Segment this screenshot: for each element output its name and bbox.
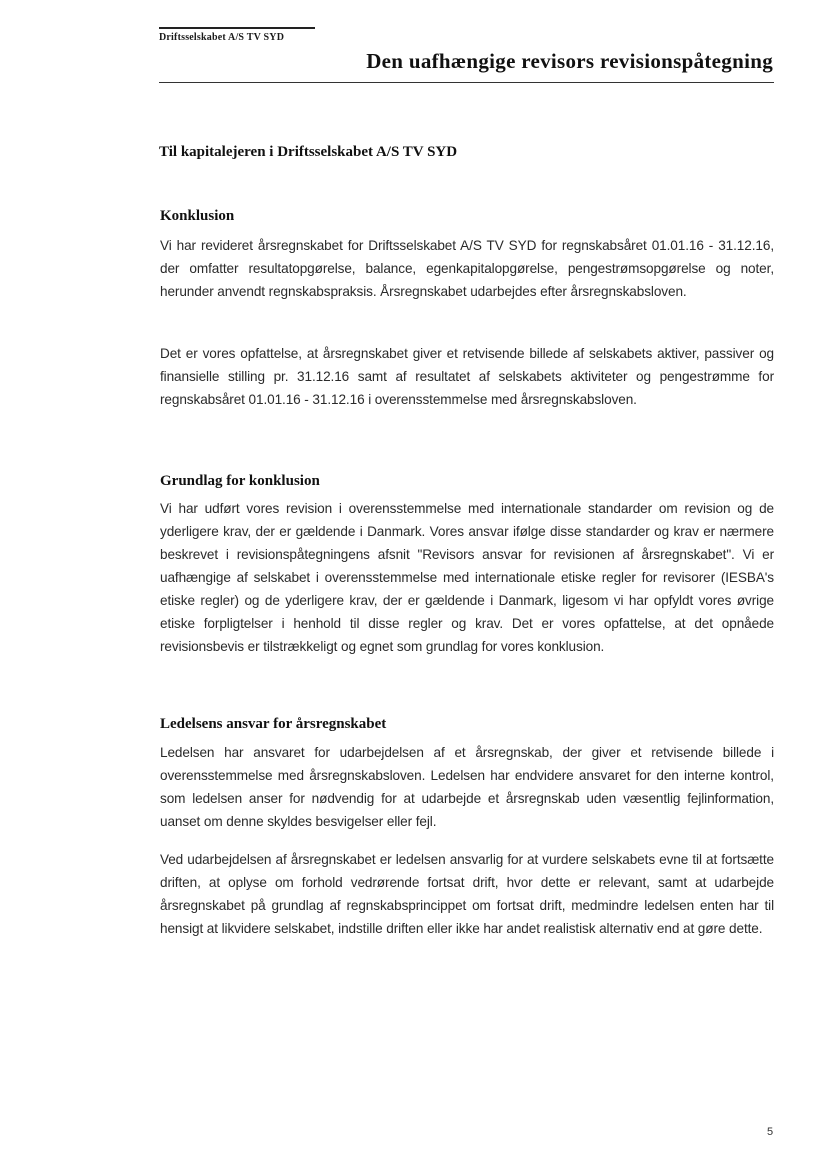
header-top-rule (159, 27, 315, 29)
page-title: Den uafhængige revisors revisionspåtegning (366, 49, 773, 73)
grundlag-paragraph-1: Vi har udført vores revision i overensstemmelse med internationale standarder om revision og de yderligere krav, der er gældende i Danmark. Vores ansvar ifølge disse standarder og krav er nærmere beskrevet i revisionspåtegningens afsnit "Revisors ansvar for revisionen af årsregnskabet". Vi er uafhængige af selskabet i overensstemmelse med internationale etiske regler for revisorer (IESBA's etiske regler) og de yderligere krav, der er gældende i Danmark, ligesom vi har opfyldt vores øvrige etiske forpligtelser i henhold til disse regler og krav. Det er vores opfattelse, at det opnåede revisionsbevis er tilstrækkeligt og egnet som grundlag for vores konklusion. (160, 501, 774, 654)
section-heading-konklusion: Konklusion (160, 208, 235, 224)
page-number: 5 (767, 1126, 774, 1138)
company-name-header: Driftsselskabet A/S TV SYD (159, 32, 285, 43)
ledelsen-paragraph-2: Ved udarbejdelsen af årsregnskabet er ledelsen ansvarlig for at vurdere selskabets evne til at fortsætte driften, at oplyse om forhold vedrørende fortsat drift, hvor dette er relevant, samt at udarbejde årsregnskabet på grundlag af regnskabsprincippet om fortsat drift, medmindre ledelsen enten har til hensigt at likvidere selskabet, indstille driften eller ikke har andet realistisk alternativ end at gøre dette. (160, 852, 774, 936)
section-heading-ledelsen: Ledelsens ansvar for årsregnskabet (160, 716, 387, 732)
konklusion-paragraph-1: Vi har revideret årsregnskabet for Driftsselskabet A/S TV SYD for regnskabsåret 01.01.16 - 31.12.16, der omfatter resultatopgørelse, balance, egenkapitalopgørelse, pengestrømsopgørelse og noter, herunder anvendt regnskabspraksis. Årsregnskabet udarbejdes efter årsregnskabsloven. (160, 238, 774, 299)
section-heading-grundlag: Grundlag for konklusion (160, 473, 320, 489)
ledelsen-paragraph-1: Ledelsen har ansvaret for udarbejdelsen af et årsregnskab, der giver et retvisende billede i overensstemmelse med årsregnskabsloven. Ledelsen har endvidere ansvaret for den interne kontrol, som ledelsen anser for nødvendig for at udarbejde et årsregnskab uden væsentlig fejlinformation, uanset om denne skyldes besvigelser eller fejl. (160, 745, 774, 829)
title-underline (159, 82, 774, 83)
addressee-heading: Til kapitalejeren i Driftsselskabet A/S TV SYD (159, 144, 458, 160)
konklusion-paragraph-2: Det er vores opfattelse, at årsregnskabet giver et retvisende billede af selskabets aktiver, passiver og finansielle stilling pr. 31.12.16 samt af resultatet af selskabets aktiviteter og pengestrømme for regnskabsåret 01.01.16 - 31.12.16 i overensstemmelse med årsregnskabsloven. (160, 346, 774, 407)
